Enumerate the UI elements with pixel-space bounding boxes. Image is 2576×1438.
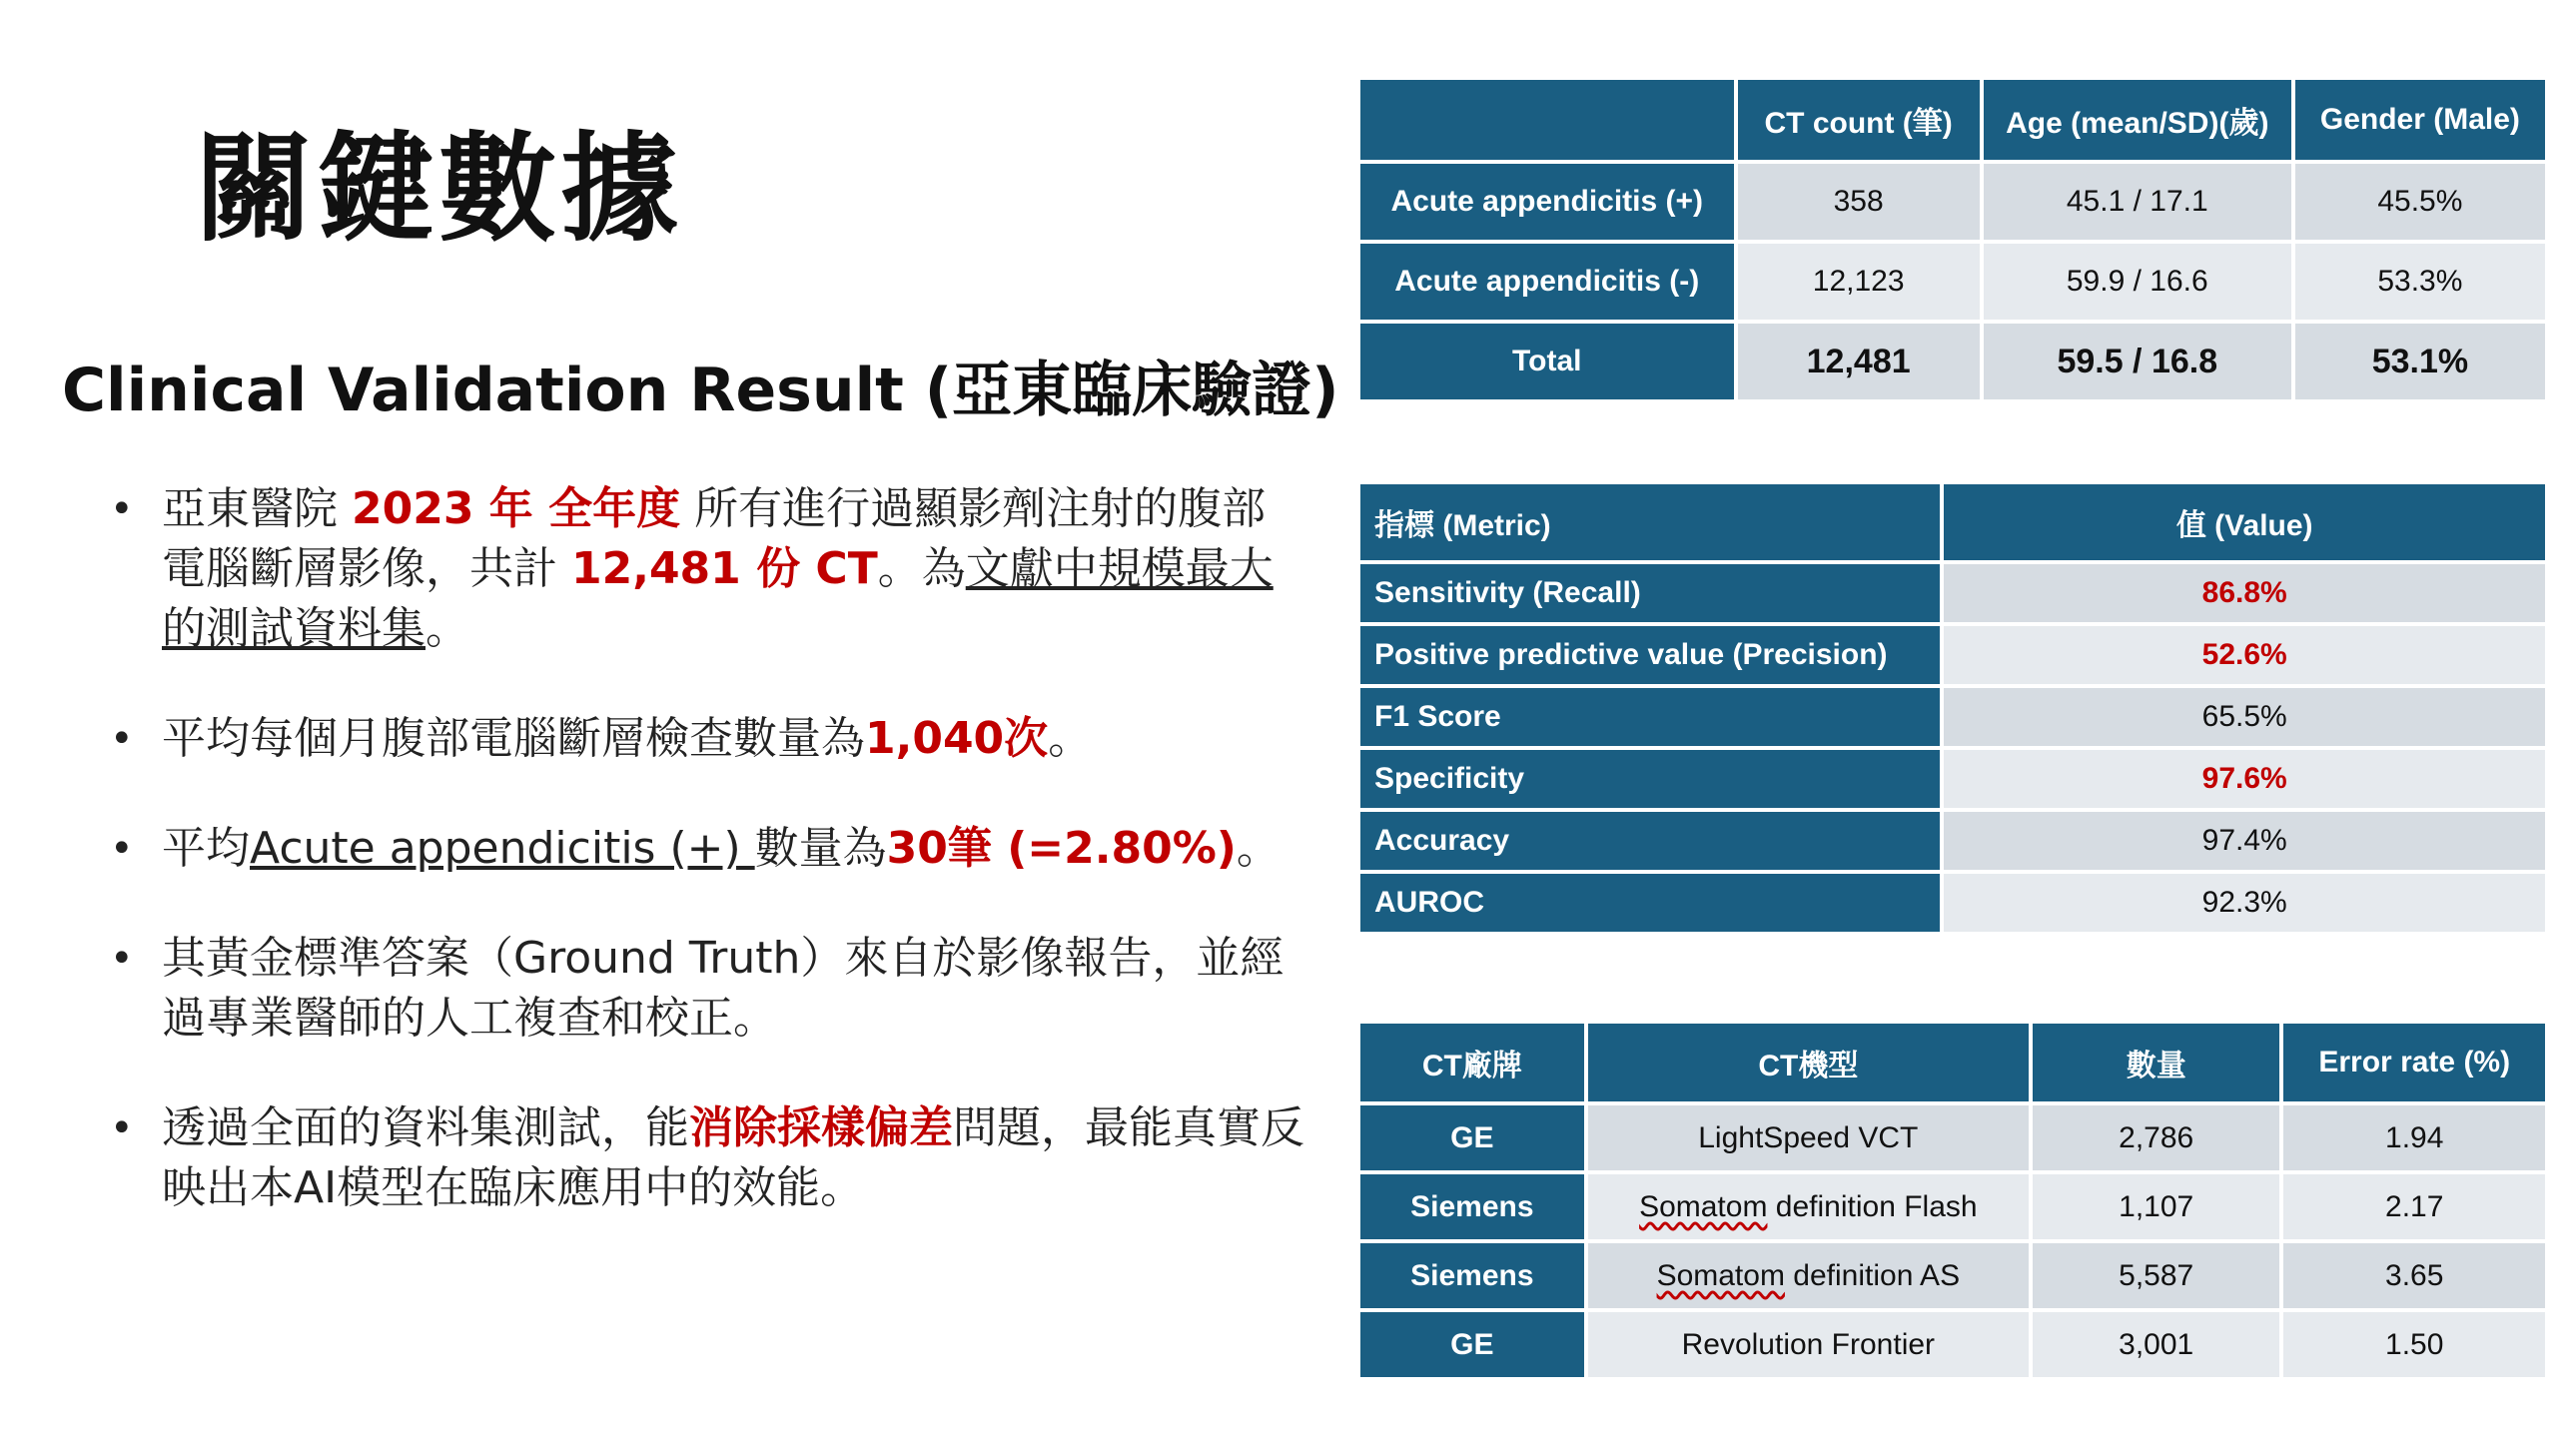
bullet-item-monthly: • 平均每個月腹部電腦斷層檢查數量為1,040次。 xyxy=(110,709,1308,769)
count-cell: 3,001 xyxy=(2033,1312,2280,1377)
table-row xyxy=(1360,750,2545,808)
table-row xyxy=(1360,812,2545,870)
table-row xyxy=(1360,626,2545,684)
count-cell: 1,107 xyxy=(2033,1174,2280,1239)
gender-cell: 53.3% xyxy=(2295,244,2545,320)
metrics-table xyxy=(1356,480,2549,936)
age-cell: 59.5 / 16.8 xyxy=(1984,324,2291,399)
page-subtitle: Clinical Validation Result (亞東臨床驗證) xyxy=(62,356,1339,425)
bullet-item-ground-truth: • 其黃金標準答案（Ground Truth）來自於影像報告，並經過專業醫師的人工複查和校正。 xyxy=(110,929,1308,1049)
table-row xyxy=(1360,1312,2545,1377)
brand-cell: GE xyxy=(1360,1105,1584,1170)
metric-label: F1 Score xyxy=(1360,688,1940,746)
age-cell: 45.1 / 17.1 xyxy=(1984,164,2291,240)
count-cell: 5,587 xyxy=(2033,1243,2280,1308)
table-row-total xyxy=(1360,324,2545,399)
metric-label: AUROC xyxy=(1360,874,1940,932)
table-row xyxy=(1360,688,2545,746)
page-title: 關鍵數據 xyxy=(195,120,683,258)
table-row xyxy=(1360,564,2545,622)
header-cell: 指標 (Metric) xyxy=(1360,484,1940,560)
bullet-list xyxy=(110,479,1308,1268)
header-cell: 值 (Value) xyxy=(1944,484,2545,560)
header-cell: Age (mean/SD)(歲) xyxy=(1984,80,2291,160)
metric-value: 86.8% xyxy=(1944,564,2545,622)
metric-label: Specificity xyxy=(1360,750,1940,808)
row-label: Acute appendicitis (+) xyxy=(1360,164,1734,240)
header-cell: CT廠牌 xyxy=(1360,1024,1584,1101)
row-label: Total xyxy=(1360,324,1734,399)
metric-label: Sensitivity (Recall) xyxy=(1360,564,1940,622)
header-cell xyxy=(1360,80,1734,160)
model-cell: Revolution Frontier xyxy=(1588,1312,2029,1377)
age-cell: 59.9 / 16.6 xyxy=(1984,244,2291,320)
table-header-row xyxy=(1360,484,2545,560)
model-cell: Somatom definition AS xyxy=(1588,1243,2029,1308)
gender-cell: 45.5% xyxy=(2295,164,2545,240)
demographics-table xyxy=(1356,76,2549,403)
brand-cell: Siemens xyxy=(1360,1174,1584,1239)
table-row xyxy=(1360,1243,2545,1308)
bullet-item-dataset: • 亞東醫院 2023 年 全年度 所有進行過顯影劑注射的腹部電腦斷層影像，共計 12,481 份 CT。為文獻中規模最大的測試資料集。 xyxy=(110,479,1308,659)
header-cell: Error rate (%) xyxy=(2283,1024,2545,1101)
header-cell: Gender (Male) xyxy=(2295,80,2545,160)
table-row xyxy=(1360,244,2545,320)
ct-count-cell: 12,123 xyxy=(1738,244,1980,320)
table-header-row xyxy=(1360,1024,2545,1101)
metric-value: 65.5% xyxy=(1944,688,2545,746)
header-cell: CT機型 xyxy=(1588,1024,2029,1101)
ct-count-cell: 12,481 xyxy=(1738,324,1980,399)
table-row xyxy=(1360,1174,2545,1239)
table-row xyxy=(1360,164,2545,240)
metric-label: Positive predictive value (Precision) xyxy=(1360,626,1940,684)
header-cell: CT count (筆) xyxy=(1738,80,1980,160)
bullet-item-positive: • 平均Acute appendicitis (+) 數量為30筆 (=2.80%)。 xyxy=(110,819,1308,879)
row-label: Acute appendicitis (-) xyxy=(1360,244,1734,320)
metric-value: 92.3% xyxy=(1944,874,2545,932)
metric-label: Accuracy xyxy=(1360,812,1940,870)
scanner-table xyxy=(1356,1020,2549,1381)
error-rate-cell: 1.50 xyxy=(2283,1312,2545,1377)
error-rate-cell: 3.65 xyxy=(2283,1243,2545,1308)
error-rate-cell: 1.94 xyxy=(2283,1105,2545,1170)
bullet-item-bias: • 透過全面的資料集測試，能消除採樣偏差問題，最能真實反映出本AI模型在臨床應用中的效能。 xyxy=(110,1098,1308,1218)
table-row xyxy=(1360,1105,2545,1170)
count-cell: 2,786 xyxy=(2033,1105,2280,1170)
table-header-row xyxy=(1360,80,2545,160)
header-cell: 數量 xyxy=(2033,1024,2280,1101)
ct-count-cell: 358 xyxy=(1738,164,1980,240)
error-rate-cell: 2.17 xyxy=(2283,1174,2545,1239)
gender-cell: 53.1% xyxy=(2295,324,2545,399)
model-cell: LightSpeed VCT xyxy=(1588,1105,2029,1170)
metric-value: 97.4% xyxy=(1944,812,2545,870)
model-cell: Somatom definition Flash xyxy=(1588,1174,2029,1239)
brand-cell: GE xyxy=(1360,1312,1584,1377)
metric-value: 97.6% xyxy=(1944,750,2545,808)
metric-value: 52.6% xyxy=(1944,626,2545,684)
table-row xyxy=(1360,874,2545,932)
brand-cell: Siemens xyxy=(1360,1243,1584,1308)
